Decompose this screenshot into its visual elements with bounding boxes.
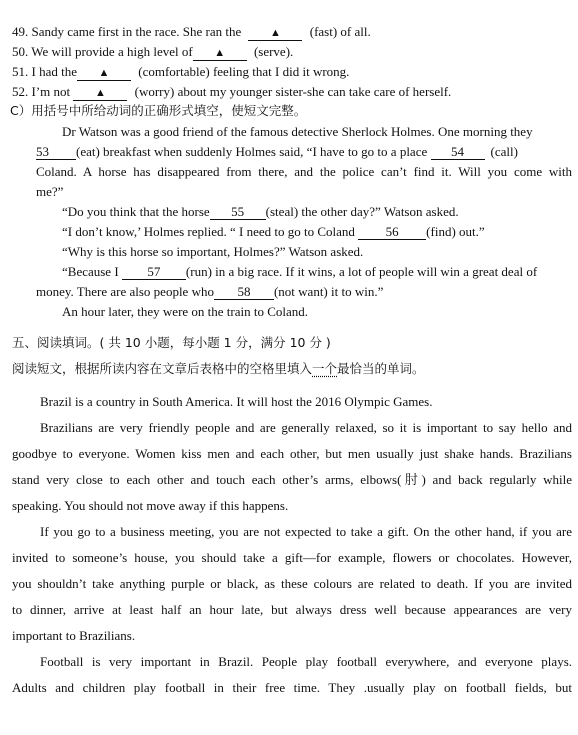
question-hint: (worry) about my younger sister-she can take care of herself. <box>134 84 452 99</box>
question-text: Sandy came first in the race. She ran the <box>31 24 242 39</box>
section-c-heading: C）用括号中所给动词的正确形式填空，使短文完整。 <box>10 103 307 118</box>
question-52 <box>12 83 451 101</box>
answer-blank-56[interactable]: 56 <box>358 225 426 240</box>
passage-p3-line-3: you shouldn’t take anything purple or black, as these colours are related to death. If you are invited <box>12 576 572 591</box>
question-hint: (fast) of all. <box>309 24 371 39</box>
question-number: 52. <box>12 84 29 99</box>
passage-p3-line-4: to dinner, arrive at least half an hour late, but always dress well because appearances are very <box>12 602 572 617</box>
story-line-7: “Why is this horse so important, Holmes?” Watson asked. <box>62 244 364 259</box>
story-text: (steal) the other day?” Watson asked. <box>265 204 459 219</box>
passage-p2-line-4: speaking. You should not move away if this happens. <box>12 498 289 513</box>
passage-p4-line-2: Adults and children play football in their free time. They .usually play on football fields, but <box>12 680 572 695</box>
instruction-text: 最恰当的单词。 <box>337 361 425 376</box>
question-hint: (comfortable) feeling that I did it wrong. <box>138 64 350 79</box>
answer-blank-53[interactable]: 53 <box>36 145 76 160</box>
answer-blank[interactable] <box>248 25 302 41</box>
story-line-3: Coland. A horse has disappeared from there, and the police can’t find it. Will you come with <box>36 164 572 179</box>
story-text: “I don’t know,’ Holmes replied. “ I need to go to Coland <box>62 224 355 239</box>
story-line-6 <box>62 223 485 241</box>
answer-blank[interactable] <box>77 65 131 81</box>
story-text: (call) <box>490 144 518 159</box>
triangle-icon: ▲ <box>98 67 110 79</box>
question-51 <box>12 63 349 81</box>
story-line-4: me?” <box>36 184 64 199</box>
story-line-10: An hour later, they were on the train to Coland. <box>62 304 309 319</box>
question-number: 50. <box>12 44 29 59</box>
question-number: 49. <box>12 24 29 39</box>
triangle-icon: ▲ <box>270 27 281 39</box>
story-text: money. There are also people who <box>36 284 214 299</box>
story-text: (not want) it to win.” <box>273 284 384 299</box>
passage-p3-line-2: invited to someone’s house, you should take a gift—for example, flowers or chocolates. However, <box>12 550 572 565</box>
story-text: “Do you think that the horse <box>62 204 210 219</box>
question-text: I’m not <box>31 84 71 99</box>
passage-p2-line-1: Brazilians are very friendly people and are generally relaxed, so it is important to say hello and <box>40 420 572 435</box>
answer-blank-54[interactable]: 54 <box>431 145 485 160</box>
answer-blank-58[interactable]: 58 <box>214 285 274 300</box>
answer-blank-57[interactable]: 57 <box>122 265 186 280</box>
question-50 <box>12 43 293 61</box>
story-line-1: Dr Watson was a good friend of the famous detective Sherlock Holmes. One morning they <box>62 124 533 139</box>
passage-p2-line-2: goodbye to everyone. Women kiss men and each other, but men usually just shake hands. Brazilians <box>12 446 572 461</box>
instruction-text: 阅读短文，根据所读内容在文章后表格中的空格里填入 <box>12 361 313 376</box>
story-line-2 <box>36 143 518 161</box>
passage-p1: Brazil is a country in South America. It will host the 2016 Olympic Games. <box>40 394 433 409</box>
answer-blank-55[interactable]: 55 <box>210 205 266 220</box>
instruction-emphasis: 一个 <box>312 361 338 376</box>
section-5-heading: 五、阅读填词。( 共 10 小题，每小题 1 分，满分 10 分 ) <box>12 335 331 350</box>
triangle-icon: ▲ <box>94 87 106 99</box>
answer-blank[interactable] <box>193 45 247 61</box>
story-line-9 <box>36 283 383 301</box>
question-number: 51. <box>12 64 29 79</box>
story-text: (eat) breakfast when suddenly Holmes said, “I have to go to a place <box>76 144 428 159</box>
passage-p3-line-1: If you go to a business meeting, you are not expected to take a gift. On the other hand, if you are <box>40 524 572 539</box>
question-hint: (serve). <box>253 44 294 59</box>
question-text: We will provide a high level of <box>31 44 193 59</box>
passage-p4-line-1: Football is very important in Brazil. People play football everywhere, and everyone plays. <box>40 654 572 669</box>
story-text: “Because I <box>62 264 119 279</box>
story-text: (find) out.” <box>426 224 485 239</box>
question-text: I had the <box>31 64 77 79</box>
answer-blank[interactable] <box>73 85 127 101</box>
question-49 <box>12 23 371 41</box>
passage-p2-line-3: stand very close to each other and touch each other’s arms, elbows(肘) and back regularly while <box>12 472 572 487</box>
triangle-icon: ▲ <box>214 47 226 59</box>
story-line-8 <box>62 263 537 281</box>
passage-p3-line-5: important to Brazilians. <box>12 628 136 643</box>
story-line-5 <box>62 203 459 221</box>
reading-instruction <box>12 360 425 378</box>
story-text: (run) in a big race. If it wins, a lot of people will win a great deal of <box>185 264 538 279</box>
